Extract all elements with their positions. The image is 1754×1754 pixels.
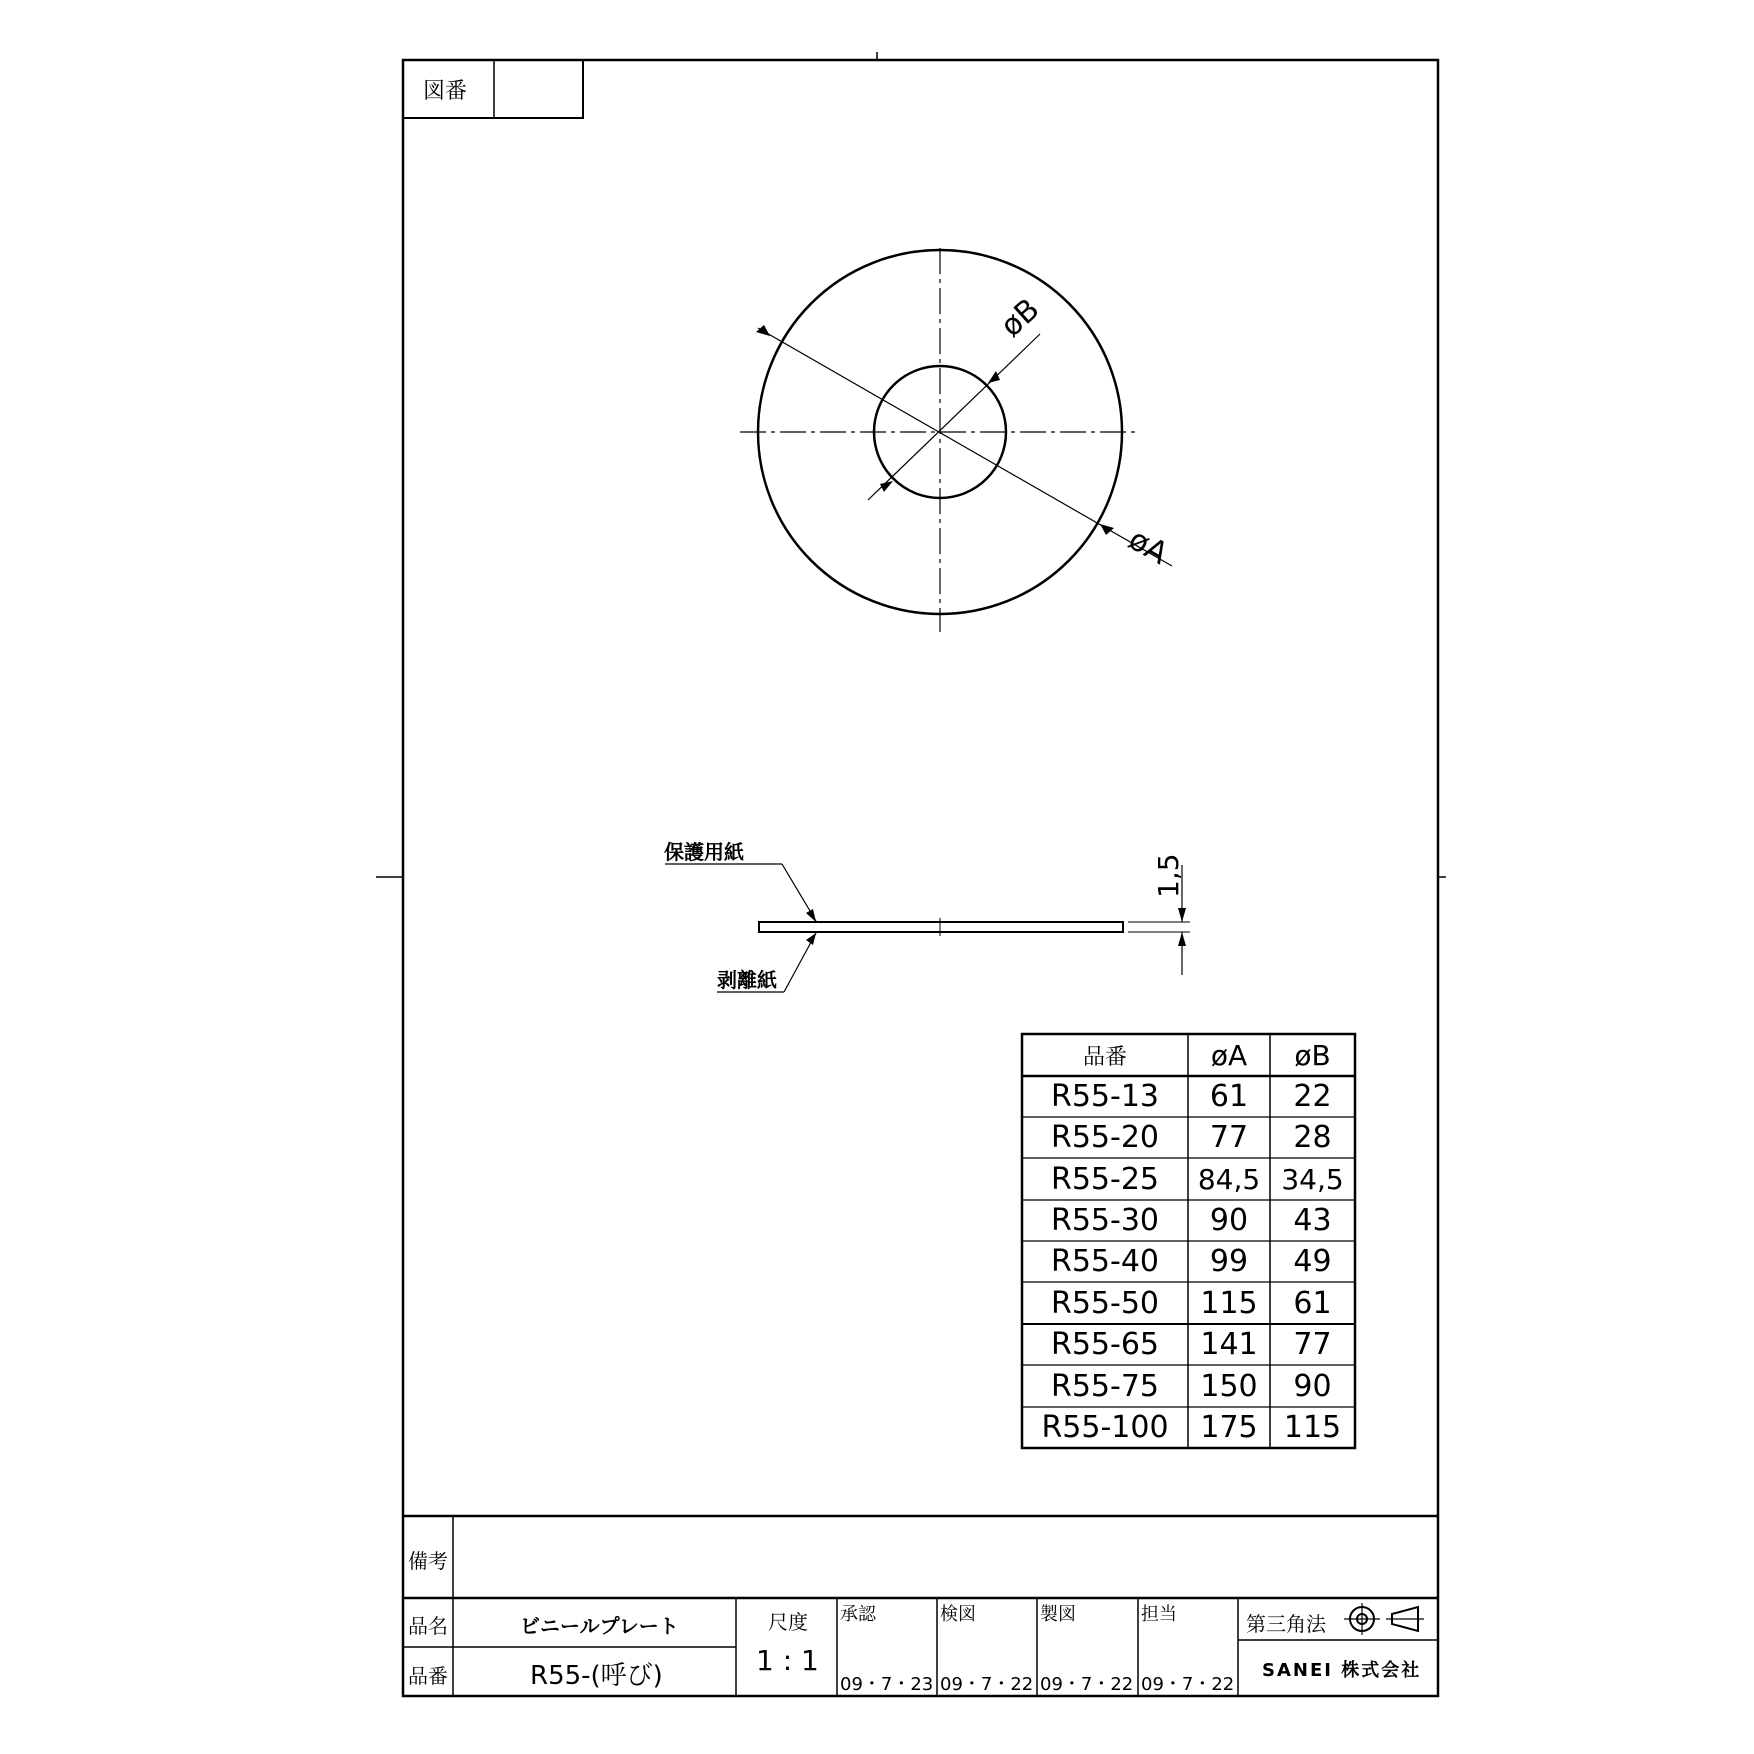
thickness-label: 1,5 <box>1152 853 1185 898</box>
approval-date: 09・7・23 <box>840 1674 934 1695</box>
dim-b-label: øB <box>994 291 1047 345</box>
third-angle-projection-icon <box>1344 1603 1424 1635</box>
table-row-9-b: 115 <box>1283 1410 1342 1445</box>
dim-a-label: øA <box>1122 522 1174 572</box>
table-row-2-a: 77 <box>1209 1120 1249 1155</box>
drawing-border <box>403 60 1438 1696</box>
scale-value: 1 : 1 <box>756 1644 819 1677</box>
check-date: 09・7・22 <box>940 1674 1034 1695</box>
table-row-8-part: R55-75 <box>1050 1368 1160 1404</box>
drafted-label: 製図 <box>1040 1604 1076 1625</box>
part-number-label: 品番 <box>408 1664 448 1688</box>
table-row-4-b: 43 <box>1293 1203 1332 1238</box>
part-name-value: ビニールプレート <box>520 1614 679 1638</box>
table-header-dia-a: øA <box>1210 1038 1248 1072</box>
in-charge-label: 担当 <box>1141 1604 1177 1625</box>
table-row-2-part: R55-20 <box>1050 1120 1160 1155</box>
table-row-5-b: 49 <box>1293 1244 1332 1279</box>
table-row-3-a: 84,5 <box>1197 1162 1261 1196</box>
table-row-8-b: 90 <box>1293 1368 1332 1404</box>
table-row-7-a: 141 <box>1200 1327 1258 1362</box>
table-row-4-a: 90 <box>1209 1203 1249 1238</box>
front-view <box>740 248 1172 632</box>
table-row-5-a: 99 <box>1209 1244 1249 1279</box>
in-charge-date: 09・7・22 <box>1141 1674 1235 1695</box>
projection-label: 第三角法 <box>1246 1612 1326 1636</box>
table-row-8-a: 150 <box>1200 1368 1258 1404</box>
table-row-9-part: R55-100 <box>1041 1410 1169 1445</box>
plate-section <box>759 922 1123 932</box>
part-number-value: R55-(呼び) <box>530 1661 663 1691</box>
drawing-number-label: 図番 <box>423 79 468 104</box>
approval-label: 承認 <box>840 1604 876 1625</box>
table-row-7-b: 77 <box>1293 1327 1332 1362</box>
table-header-part-number: 品番 <box>1082 1044 1127 1070</box>
table-header-dia-b: øB <box>1294 1038 1331 1072</box>
table-row-6-b: 61 <box>1293 1285 1332 1321</box>
table-row-9-a: 175 <box>1200 1410 1258 1445</box>
table-row-3-b: 34,5 <box>1281 1162 1344 1196</box>
drafted-date: 09・7・22 <box>1040 1674 1134 1695</box>
table-row-6-a: 115 <box>1200 1285 1258 1321</box>
check-label: 検図 <box>940 1604 976 1625</box>
scale-label: 尺度 <box>768 1610 808 1634</box>
table-row-7-part: R55-65 <box>1050 1327 1160 1362</box>
part-name-label: 品名 <box>408 1614 448 1638</box>
table-row-1-a: 61 <box>1209 1079 1249 1114</box>
company-name: SANEI 株式会社 <box>1262 1660 1422 1681</box>
table-row-1-part: R55-13 <box>1050 1079 1160 1114</box>
table-row-3-part: R55-25 <box>1050 1161 1160 1197</box>
table-row-1-b: 22 <box>1293 1079 1332 1114</box>
table-row-5-part: R55-40 <box>1050 1244 1160 1279</box>
table-row-6-part: R55-50 <box>1050 1285 1160 1321</box>
protective-paper-label: 保護用紙 <box>664 840 744 864</box>
table-row-4-part: R55-30 <box>1050 1203 1160 1238</box>
remarks-label: 備考 <box>408 1549 448 1573</box>
release-paper-label: 剥離紙 <box>717 968 777 992</box>
table-row-2-b: 28 <box>1293 1120 1332 1155</box>
